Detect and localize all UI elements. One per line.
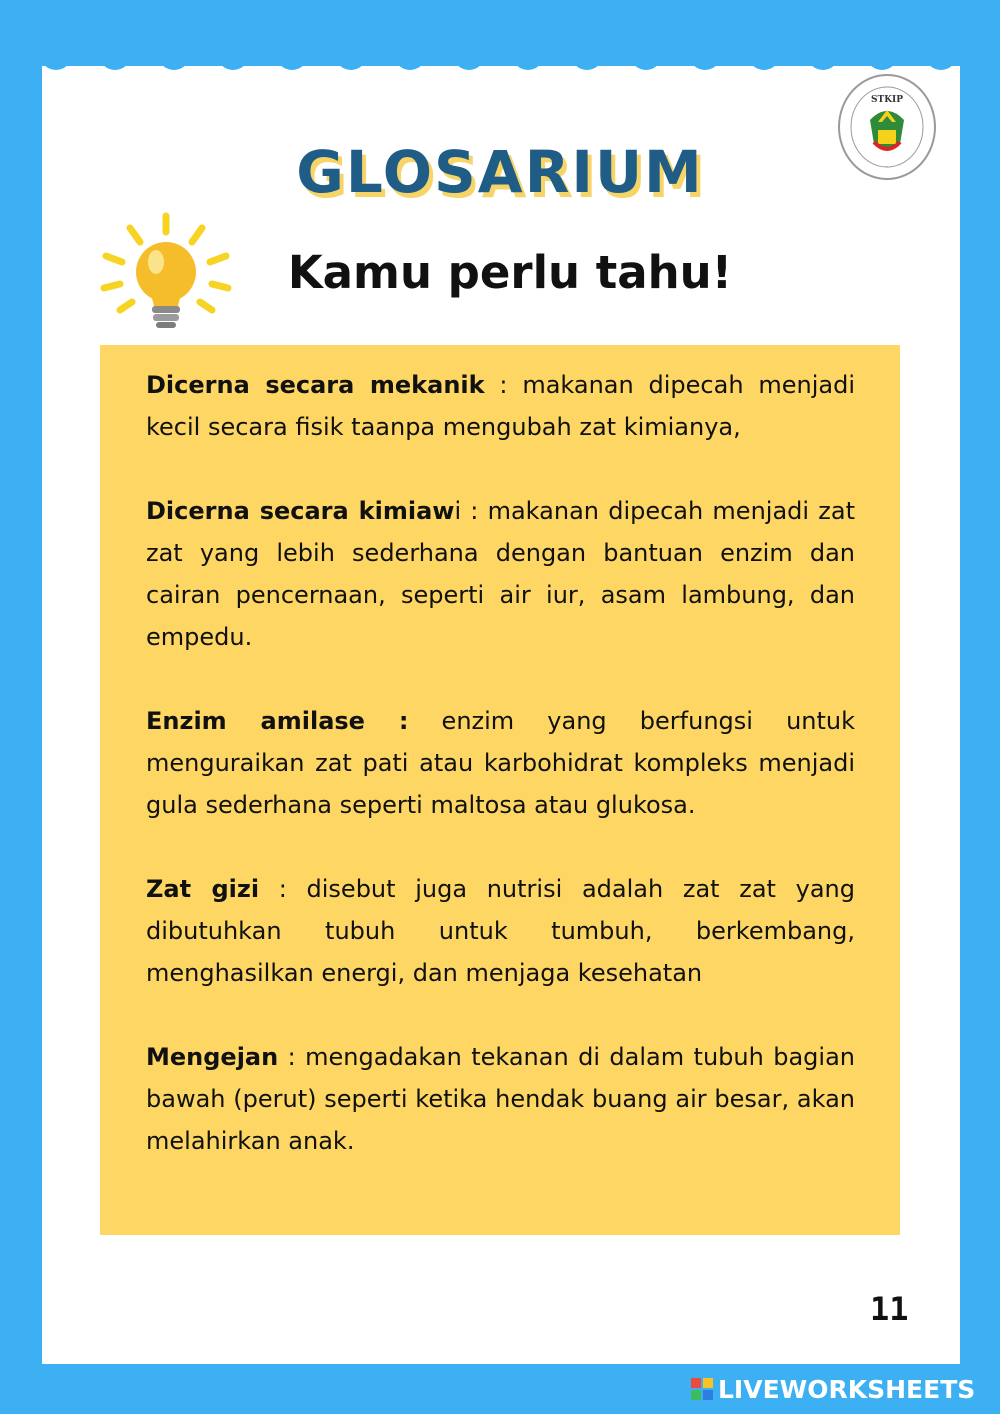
liveworksheets-logo-icon xyxy=(690,1377,714,1401)
scallop-notch xyxy=(335,40,367,70)
scallop-notch xyxy=(158,40,190,70)
glossary-list xyxy=(146,364,855,1204)
glossary-term: Enzim amilase : xyxy=(146,707,409,735)
scallop-notch xyxy=(630,40,662,70)
scallop-notch xyxy=(217,40,249,70)
glossary-definition: : mengadakan tekanan di dalam tubuh bagian bawah (perut) seperti ketika hendak buang air besar, akan melahirkan anak. xyxy=(146,1043,855,1155)
glossary-entry xyxy=(146,364,855,448)
watermark-text: LIVEWORKSHEETS xyxy=(718,1374,976,1404)
glossary-definition: i : makanan dipecah menjadi zat zat yang lebih sederhana dengan bantuan enzim dan cairan pencernaan, seperti air iur, asam lambung, dan empedu. xyxy=(146,497,855,651)
page-number: 11 xyxy=(870,1290,909,1328)
scallop-notch xyxy=(99,40,131,70)
scallop-notch xyxy=(276,40,308,70)
scallop-notch xyxy=(42,40,72,70)
logo-text: STKIP xyxy=(871,95,903,105)
scallop-notch xyxy=(689,40,721,70)
scallop-notch xyxy=(807,40,839,70)
scallop-notch xyxy=(571,40,603,70)
liveworksheets-watermark xyxy=(690,1374,975,1404)
glossary-entry xyxy=(146,490,855,658)
scallop-notch xyxy=(394,40,426,70)
glossary-definition: : disebut juga nutrisi adalah zat zat yang dibutuhkan tubuh untuk tumbuh, berkembang, menghasilkan energi, dan menjaga kesehatan xyxy=(146,875,855,987)
scallop-notch xyxy=(925,40,957,70)
glossary-term: Dicerna secara mekanik xyxy=(146,371,485,399)
svg-text:·: · xyxy=(886,164,888,170)
scalloped-top-edge xyxy=(42,40,960,80)
glossary-entry xyxy=(146,700,855,826)
scallop-notch xyxy=(748,40,780,70)
scallop-notch xyxy=(866,40,898,70)
glossary-term: Zat gizi xyxy=(146,875,260,903)
glossary-entry xyxy=(146,868,855,994)
page-title: GLOSARIUM xyxy=(296,138,704,206)
glossary-term: Mengejan xyxy=(146,1043,279,1071)
glossary-definition: : makanan dipecah menjadi kecil secara fisik taanpa mengubah zat kimianya, xyxy=(146,371,855,441)
page-subtitle: Kamu perlu tahu! xyxy=(287,246,733,299)
glossary-term: Dicerna secara kimiaw xyxy=(146,497,455,525)
scallop-notch xyxy=(512,40,544,70)
scallop-notch xyxy=(453,40,485,70)
glossary-entry xyxy=(146,1036,855,1162)
glossary-definition: enzim yang berfungsi untuk menguraikan zat pati atau karbohidrat kompleks menjadi gula sederhana seperti maltosa atau glukosa. xyxy=(146,707,856,819)
